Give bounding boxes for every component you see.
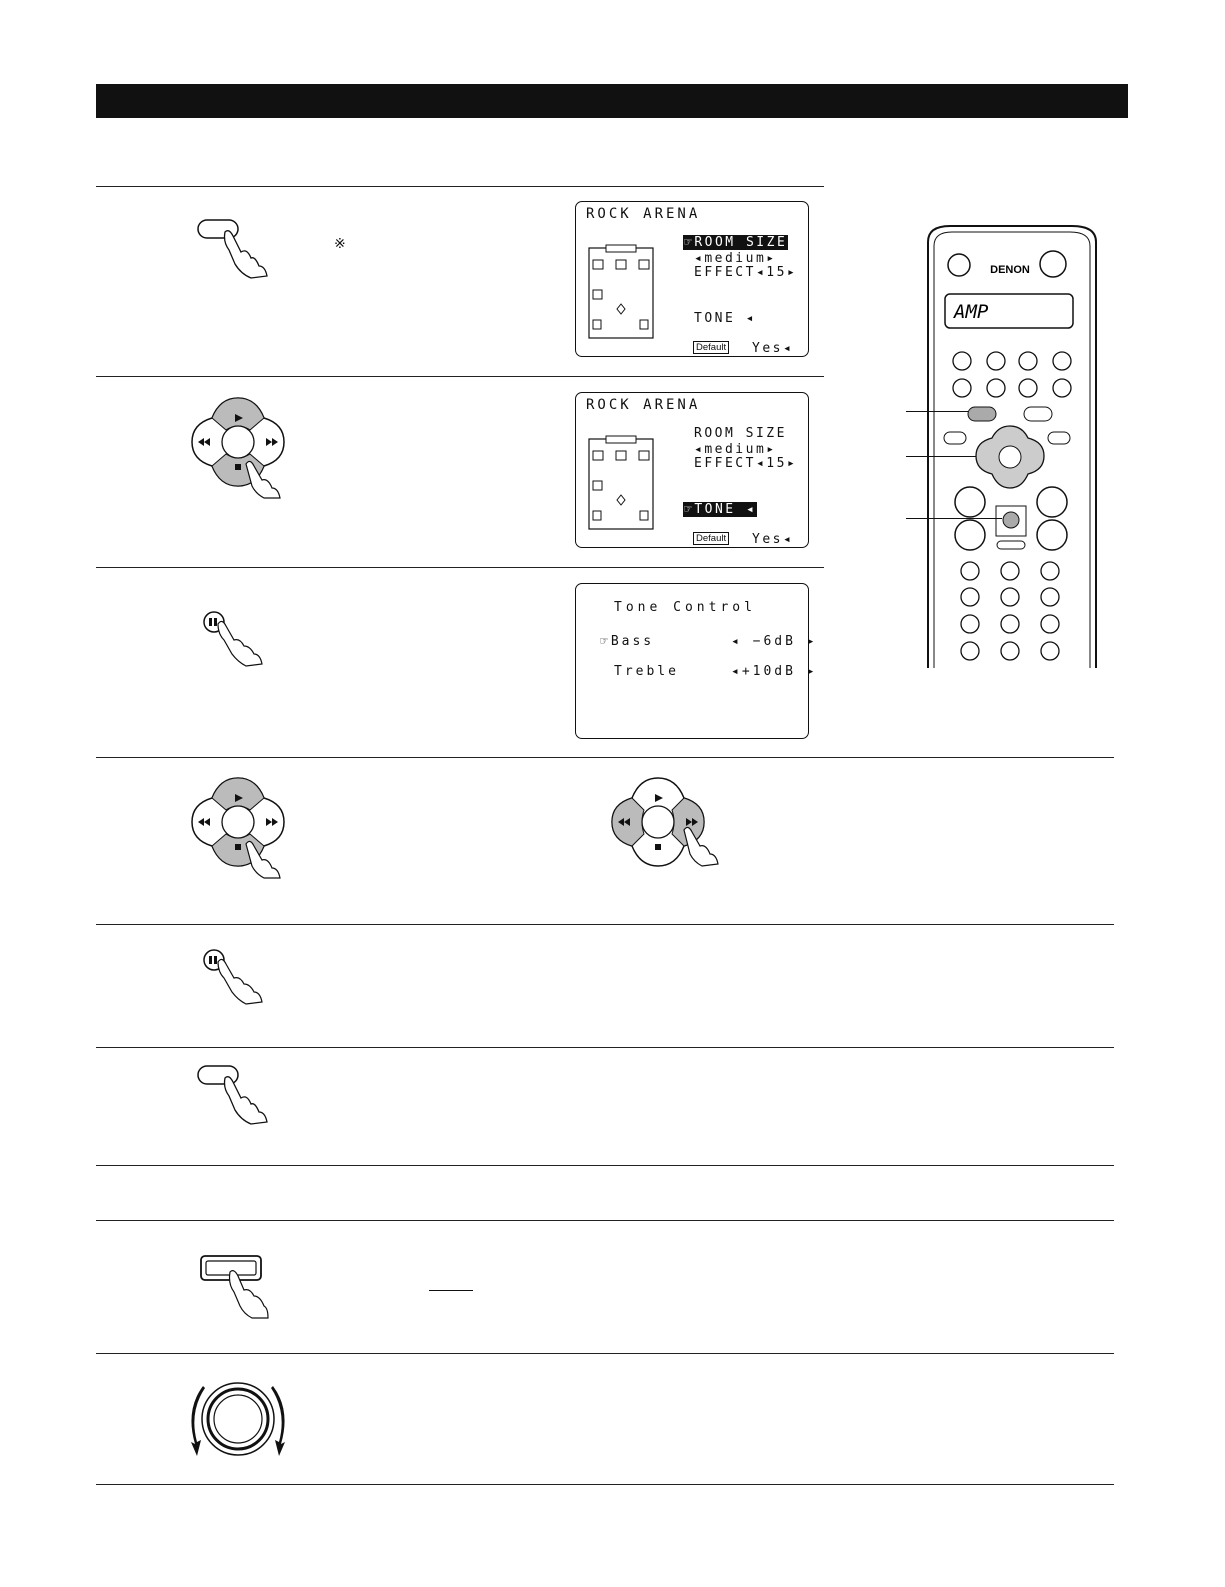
cursor-pad-left-right-icon — [606, 770, 730, 874]
osd-screen-rock-arena-tone — [575, 392, 809, 548]
note-mark: ※ — [334, 236, 346, 252]
divider — [96, 1047, 1114, 1048]
osd-title: ROCK ARENA — [586, 206, 701, 222]
tone-control-title: Tone Control — [614, 600, 756, 615]
underline-mark — [429, 1290, 473, 1291]
panel-button-press-icon — [198, 1252, 278, 1322]
divider — [96, 924, 1114, 925]
menu-item-room-size: ROOM SIZE — [694, 426, 787, 441]
divider — [96, 186, 824, 187]
osd-screen-rock-arena — [575, 201, 809, 357]
default-label: Default — [693, 341, 729, 354]
menu-item-tone: TONE ◂ — [694, 311, 756, 326]
remote-control-illustration — [900, 222, 1100, 670]
enter-button-press-icon — [198, 608, 272, 668]
callout-line — [906, 411, 968, 412]
treble-label: Treble — [614, 664, 679, 679]
divider — [96, 1353, 1114, 1354]
osd-title: ROCK ARENA — [586, 397, 701, 413]
speaker-layout-icon — [588, 244, 654, 340]
volume-knob-icon — [183, 1372, 293, 1472]
button-press-icon — [195, 1060, 275, 1126]
remote-display: AMP — [954, 301, 989, 323]
bass-value: ◂ −6dB ▸ — [731, 634, 818, 649]
section-header-bar — [96, 84, 1128, 118]
speaker-layout-icon — [588, 435, 654, 531]
callout-line — [906, 518, 1002, 519]
osd-screen-tone-control — [575, 583, 818, 739]
room-size-value: ◂medium▸ — [694, 251, 777, 266]
divider — [96, 757, 1114, 758]
bass-label: ☞Bass — [600, 634, 655, 649]
room-size-value: ◂medium▸ — [694, 442, 777, 457]
divider — [96, 376, 824, 377]
yes-value: Yes◂ — [752, 532, 794, 547]
divider — [96, 1220, 1114, 1221]
effect-value: EFFECT◂15▸ — [694, 265, 798, 280]
cursor-pad-down-icon — [186, 770, 290, 880]
yes-value: Yes◂ — [752, 341, 794, 356]
menu-item-tone: ☞TONE ◂ — [684, 502, 757, 517]
remote-brand: DENON — [990, 264, 1030, 276]
divider — [96, 567, 824, 568]
treble-value: ◂+10dB ▸ — [731, 664, 818, 679]
cursor-pad-down-icon — [186, 390, 290, 500]
menu-item-room-size: ☞ROOM SIZE — [684, 235, 788, 250]
effect-value: EFFECT◂15▸ — [694, 456, 798, 471]
callout-line — [906, 456, 976, 457]
enter-button-press-icon — [198, 946, 272, 1006]
divider — [96, 1165, 1114, 1166]
divider — [96, 1484, 1114, 1485]
button-press-icon — [195, 214, 275, 280]
default-label: Default — [693, 532, 729, 545]
